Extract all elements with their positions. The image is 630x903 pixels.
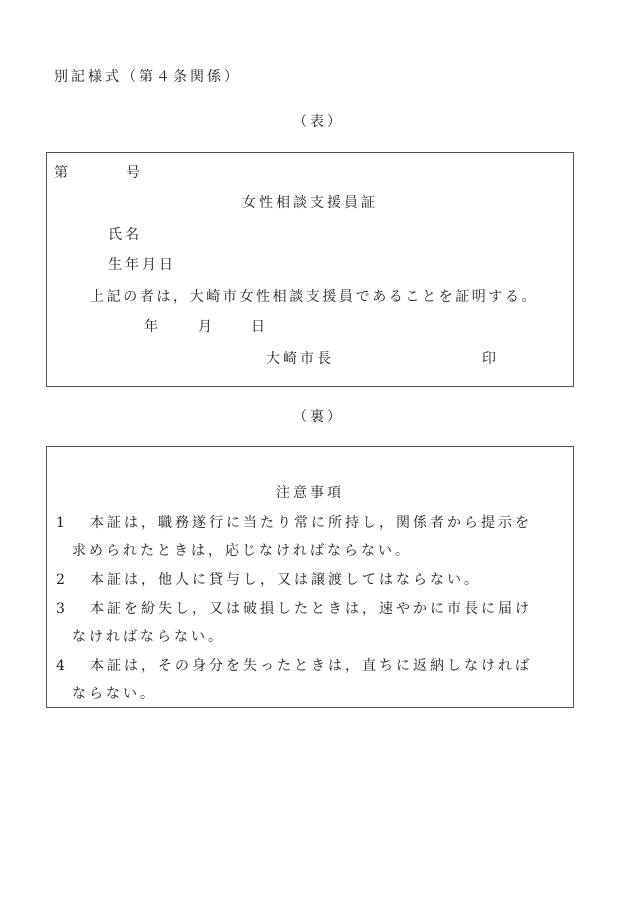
date-year: 年: [144, 319, 161, 335]
issuer: 大崎市長: [266, 351, 334, 367]
note-1-line-1: 本証は，職務遂行に当たり常に所持し，関係者から提示を: [90, 515, 532, 531]
date-day: 日: [251, 319, 268, 335]
name-label: 氏名: [108, 227, 142, 243]
note-3-number: 3: [56, 601, 68, 617]
notes-title: 注意事項: [276, 485, 344, 501]
note-3-line-2: なければならない。: [72, 629, 225, 645]
front-side-label: （表）: [293, 114, 344, 130]
note-2-line-1: 本証は，他人に貸与し，又は譲渡してはならない。: [90, 572, 481, 588]
note-1-number: 1: [56, 515, 68, 531]
card-number-prefix: 第: [54, 165, 71, 181]
note-3-line-1: 本証を紛失し，又は破損したときは，速やかに市長に届け: [90, 601, 532, 617]
date-month: 月: [198, 319, 215, 335]
note-4-line-2: ならない。: [72, 686, 157, 702]
note-2-number: 2: [56, 572, 68, 588]
note-4-line-1: 本証は，その身分を失ったときは，直ちに返納しなければ: [90, 658, 532, 674]
certification-text: 上記の者は，大崎市女性相談支援員であることを証明する。: [90, 289, 539, 305]
card-title: 女性相談支援員証: [242, 195, 378, 211]
birthdate-label: 生年月日: [108, 257, 176, 273]
note-4-number: 4: [56, 658, 68, 674]
card-number-suffix: 号: [126, 165, 143, 181]
note-1-line-2: 求められたときは，応じなければならない。: [72, 543, 412, 559]
back-side-label: （裏）: [293, 409, 344, 425]
form-label: 別記様式（第４条関係）: [54, 69, 241, 85]
seal-mark: 印: [482, 351, 499, 367]
